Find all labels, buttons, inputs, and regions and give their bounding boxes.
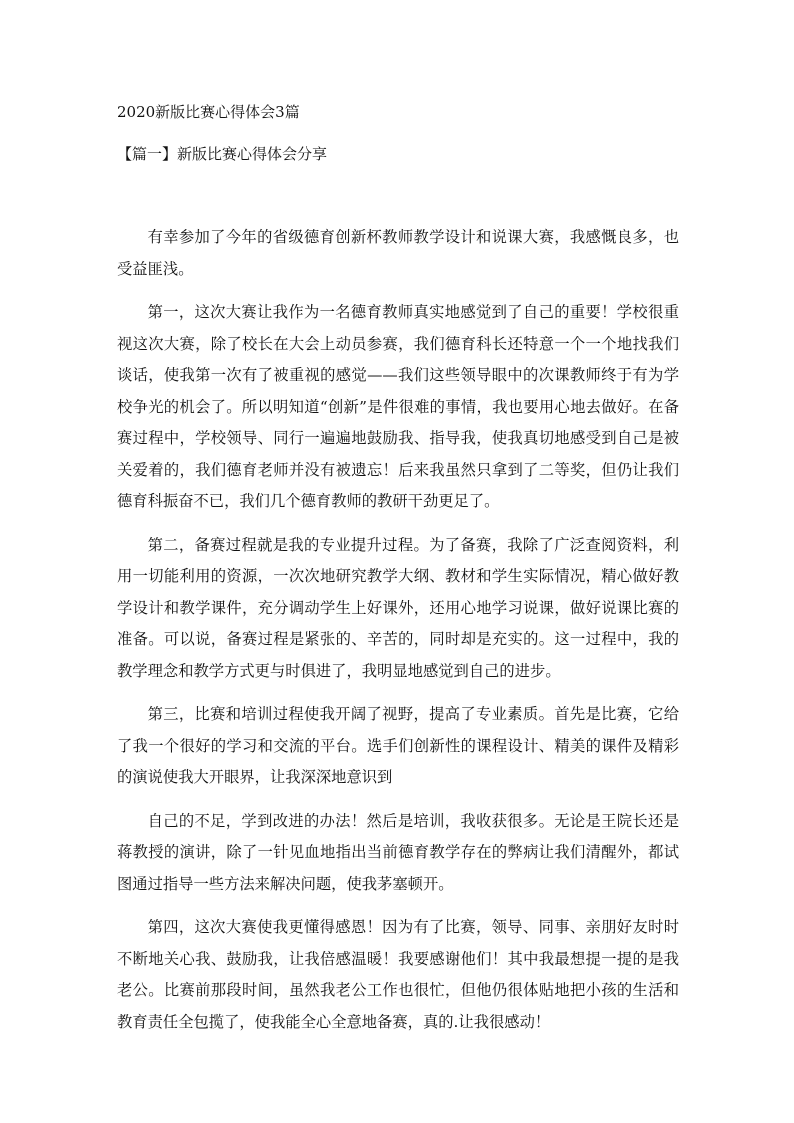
paragraph-third: 第三，比赛和培训过程使我开阔了视野，提高了专业素质。首先是比赛，它给了我一个很好的学习和交流的平台。选手们创新性的课程设计、精美的课件及精彩的演说使我大开眼界，让我深深地意识到: [117, 705, 679, 786]
paragraph-third-continued: 自己的不足，学到改进的办法！然后是培训，我收获很多。无论是王院长还是蒋教授的演讲，除了一针见血地指出当前德育教学存在的弊病让我们清醒外，都试图通过指导一些方法来解决问题，使我茅塞顿开。: [117, 811, 679, 893]
paragraph-fourth: 第四，这次大赛使我更懂得感恩！因为有了比赛，领导、同事、亲朋好友时时不断地关心我、鼓励我，让我倍感温暖！我要感谢他们！其中我最想提一提的是我老公。比赛前那段时间，虽然我老公工作也很忙，但他仍很体贴地把小孩的生活和教育责任全包揽了，使我能全心全意地备赛，真的.让我很感动！: [117, 918, 679, 1031]
paragraph-second: 第二，备赛过程就是我的专业提升过程。为了备赛，我除了广泛查阅资料，利用一切能利用的资源，一次次地研究教学大纲、教材和学生实际情况，精心做好教学设计和教学课件，充分调动学生上好课外，还用心地学习说课，做好说课比赛的准备。可以说，备赛过程是紧张的、辛苦的，同时却是充实的。这一过程中，我的教学理念和教学方式更与时俱进了，我明显地感觉到自己的进步。: [117, 535, 679, 680]
paragraph-intro: 有幸参加了今年的省级德育创新杯教师教学设计和说课大赛，我感慨良多，也受益匪浅。: [117, 228, 679, 278]
document-title: 2020新版比赛心得体会3篇: [117, 103, 300, 121]
section-heading: 【篇一】新版比赛心得体会分享: [117, 145, 328, 163]
paragraph-first: 第一，这次大赛让我作为一名德育教师真实地感觉到了自己的重要！学校很重视这次大赛，除了校长在大会上动员参赛，我们德育科长还特意一个一个地找我们谈话，使我第一次有了被重视的感觉——我们这些领导眼中的次课教师终于有为学校争光的机会了。所以明知道“创新”是件很难的事情，我也要用心地去做好。在备赛过程中，学校领导、同行一遍遍地鼓励我、指导我，使我真切地感受到自己是被关爱着的，我们德育老师并没有被遗忘！后来我虽然只拿到了二等奖，但仍让我们德育科振奋不已，我们几个德育教师的教研干劲更足了。: [117, 303, 679, 510]
document-body: [117, 222, 679, 1050]
